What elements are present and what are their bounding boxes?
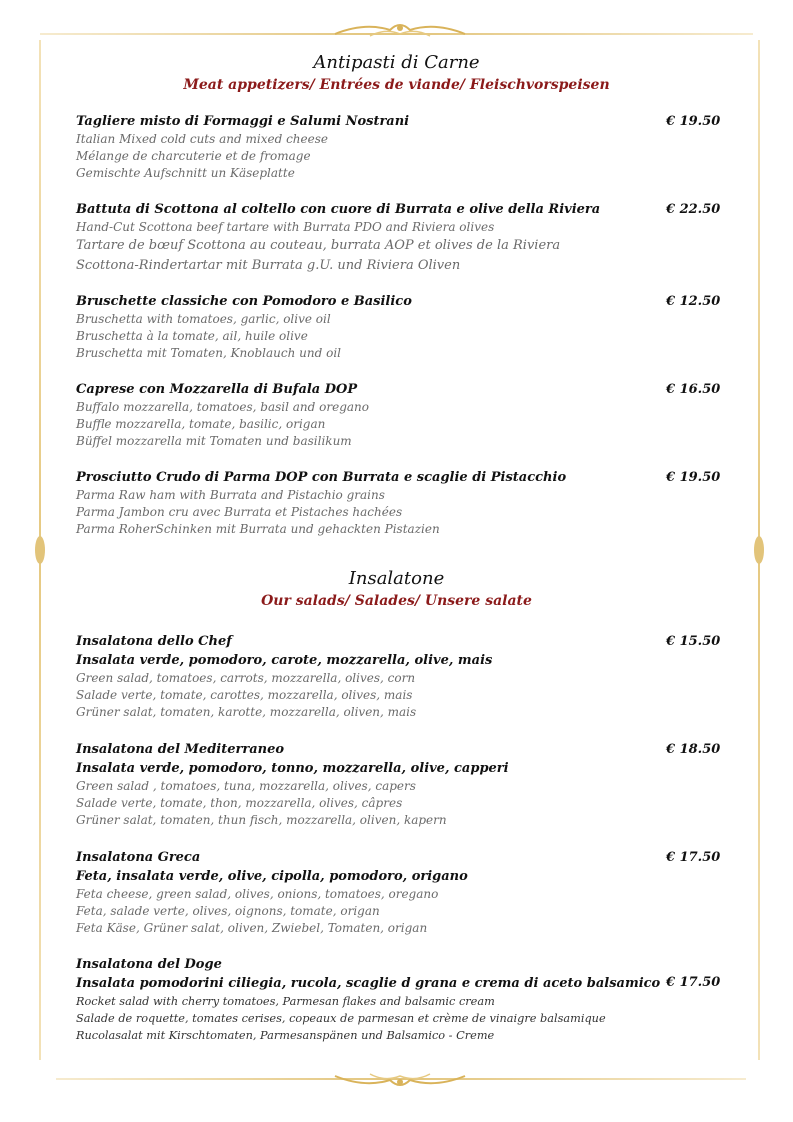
item-desc-de: Büffel mozzarella mit Tomaten und basilikum <box>76 434 352 448</box>
item-desc-en: Feta cheese, green salad, olives, onions, tomatoes, oregano <box>76 887 439 901</box>
item-desc-fr: Mélange de charcuterie et de fromage <box>76 149 311 163</box>
menu-item <box>76 741 716 829</box>
item-ingredients: Insalata verde, pomodoro, tonno, mozzarella, olive, capperi <box>76 761 509 776</box>
item-name: Caprese con Mozzarella di Bufala DOP <box>76 382 358 397</box>
item-desc-fr: Salade verte, tomate, carottes, mozzarella, olives, mais <box>76 688 413 702</box>
item-price: € 19.50 <box>666 114 721 129</box>
item-ingredients: Feta, insalata verde, olive, cipolla, pomodoro, origano <box>76 869 468 884</box>
menu-item <box>76 381 716 450</box>
item-desc-de: Grüner salat, tomaten, karotte, mozzarella, oliven, mais <box>76 705 417 719</box>
item-desc-fr: Feta, salade verte, olives, oignons, tomate, origan <box>76 904 380 918</box>
item-price: € 17.50 <box>666 850 721 865</box>
item-price: € 16.50 <box>666 382 721 397</box>
item-name: Battuta di Scottona al coltello con cuore di Burrata e olive della Riviera <box>76 202 601 217</box>
item-ingredients: Insalata verde, pomodoro, carote, mozzarella, olive, mais <box>76 653 493 668</box>
menu-item <box>76 469 716 538</box>
menu-item <box>76 201 716 276</box>
item-name: Insalatona del Mediterraneo <box>76 742 285 757</box>
section-subtitle-insalatone: Our salads/ Salades/ Unsere salate <box>261 593 532 609</box>
item-price: € 12.50 <box>666 294 721 309</box>
item-desc-fr: Parma Jambon cru avec Burrata et Pistaches hachées <box>76 505 403 519</box>
item-desc-en: Buffalo mozzarella, tomatoes, basil and oregano <box>76 400 370 414</box>
item-desc-de: Gemischte Aufschnitt un Käseplatte <box>76 166 295 180</box>
menu-item <box>76 633 716 721</box>
item-name: Insalatona del Doge <box>76 957 222 972</box>
item-desc-en: Parma Raw ham with Burrata and Pistachio grains <box>76 488 385 502</box>
item-desc-fr: Salade verte, tomate, thon, mozzarella, olives, câpres <box>76 796 403 810</box>
item-desc-de: Grüner salat, tomaten, thun fisch, mozzarella, oliven, kapern <box>76 813 447 827</box>
item-desc-en: Rocket salad with cherry tomatoes, Parmesan flakes and balsamic cream <box>76 995 495 1008</box>
right-ornament-icon <box>752 530 766 570</box>
item-price: € 19.50 <box>666 470 721 485</box>
item-ingredients: Insalata pomodorini ciliegia, rucola, scaglie d grana e crema di aceto balsamico <box>76 976 661 991</box>
item-desc-de: Rucolasalat mit Kirschtomaten, Parmesanspänen und Balsamico - Creme <box>76 1029 495 1042</box>
item-price: € 17.50 <box>666 975 721 990</box>
item-desc-fr: Tartare de bœuf Scottona au couteau, burrata AOP et olives de la Riviera <box>76 238 561 253</box>
item-price: € 22.50 <box>666 202 721 217</box>
item-desc-en: Green salad , tomatoes, tuna, mozzarella, olives, capers <box>76 779 416 793</box>
item-desc-en: Green salad, tomatoes, carrots, mozzarella, olives, corn <box>76 671 416 685</box>
item-name: Prosciutto Crudo di Parma DOP con Burrata e scaglie di Pistacchio <box>76 470 567 485</box>
section-title-insalatone: Insalatone <box>348 568 445 589</box>
item-desc-de: Parma RoherSchinken mit Burrata und gehackten Pistazien <box>76 522 440 536</box>
menu-item <box>76 849 716 937</box>
section-subtitle-antipasti: Meat appetizers/ Entrées de viande/ Fleischvorspeisen <box>183 77 610 93</box>
bottom-ornament-icon <box>330 1068 470 1094</box>
item-desc-fr: Bruschetta à la tomate, ail, huile olive <box>76 329 308 343</box>
item-desc-de: Feta Käse, Grüner salat, oliven, Zwiebel, Tomaten, origan <box>76 921 428 935</box>
item-desc-en: Italian Mixed cold cuts and mixed cheese <box>76 132 328 146</box>
item-desc-de: Scottona-Rindertartar mit Burrata g.U. und Riviera Oliven <box>76 258 461 273</box>
item-desc-en: Bruschetta with tomatoes, garlic, olive oil <box>76 312 331 326</box>
item-name: Tagliere misto di Formaggi e Salumi Nostrani <box>76 114 410 129</box>
item-desc-en: Hand-Cut Scottona beef tartare with Burrata PDO and Riviera olives <box>76 220 495 234</box>
item-price: € 15.50 <box>666 634 721 649</box>
left-ornament-icon <box>33 530 47 570</box>
item-name: Bruschette classiche con Pomodoro e Basilico <box>76 294 412 309</box>
item-desc-de: Bruschetta mit Tomaten, Knoblauch und oil <box>76 346 342 360</box>
section-title-antipasti: Antipasti di Carne <box>313 52 480 73</box>
menu-item <box>76 956 716 1044</box>
menu-item <box>76 293 716 362</box>
item-desc-fr: Buffle mozzarella, tomate, basilic, origan <box>76 417 326 431</box>
item-price: € 18.50 <box>666 742 721 757</box>
top-ornament-icon <box>330 16 470 42</box>
item-name: Insalatona dello Chef <box>76 634 232 649</box>
item-name: Insalatona Greca <box>76 850 201 865</box>
item-desc-fr: Salade de roquette, tomates cerises, copeaux de parmesan et crème de vinaigre balsamique <box>76 1012 606 1025</box>
menu-item <box>76 113 716 182</box>
